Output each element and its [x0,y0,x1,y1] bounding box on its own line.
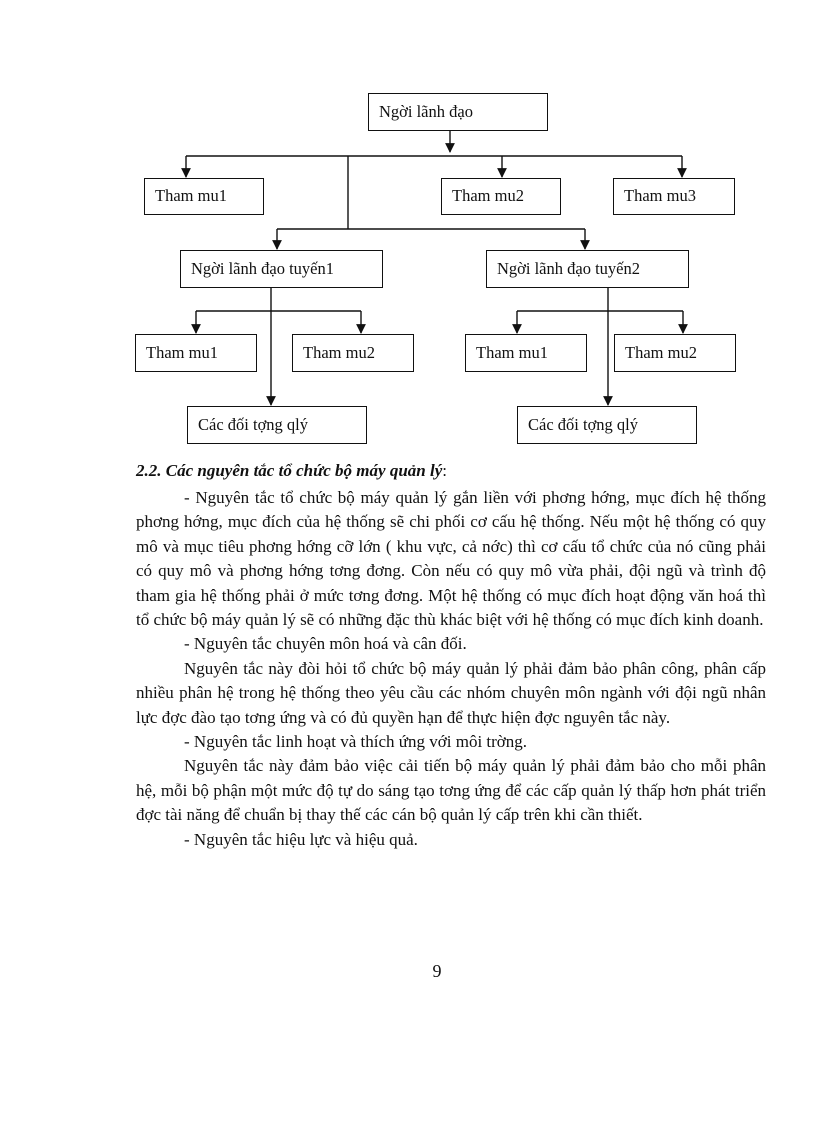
paragraph-principle-1: - Nguyên tắc tổ chức bộ máy quản lý gắn liền với phơng hớng, mục đích hệ thống phơng hớng, mục đích của hệ thống sẽ chi phối cơ cấu hệ thống. Nếu một hệ thống có quy mô và mục tiêu phơng hớng cỡ lớn ( khu vực, cả nớc) thì cơ cấu tổ chức của nó cũng phải có quy mô và phơng hớng tơng đơng. Còn nếu có quy mô vừa phải, đội ngũ và trình độ tham gia hệ thống phải ở mức tơng đơng. Một hệ thống có mục đích hoạt động văn hoá thì tổ chức bộ máy quản lý sẽ có những đặc thù khác biệt với hệ thống có mục đích kinh doanh. [136,488,766,630]
advisor-box-3: Tham mu3 [613,178,735,215]
line1-advisor-box-2: Tham mu2 [292,334,414,372]
line2-advisor-box-2: Tham mu2 [614,334,736,372]
paragraph-principle-4: - Nguyên tắc hiệu lực và hiệu quả. [184,829,418,849]
page-number: 9 [432,961,442,981]
paragraph-principle-2-detail: Nguyên tắc này đòi hỏi tổ chức bộ máy quản lý phải đảm bảo phân công, phân cấp nhiều phân hệ trong hệ thống theo yêu cầu các nhóm chuyên môn ngành với đội ngũ nhân lực đợc đào tạo tơng ứng và có đủ quyền hạn để thực hiện đợc nguyên tắc này. [136,658,766,727]
line2-advisor-box-1: Tham mu1 [465,334,587,372]
paragraph-principle-2: - Nguyên tắc chuyên môn hoá và cân đối. [184,634,467,654]
advisor-box-2: Tham mu2 [441,178,561,215]
leader-box: Ngời lãnh đạo [368,93,548,131]
line-leader-box-2: Ngời lãnh đạo tuyến2 [486,250,689,288]
section-title: 2.2. Các nguyên tắc tổ chức bộ máy quản lý: [136,461,447,480]
paragraph-principle-3-detail: Nguyên tắc này đảm bảo việc cải tiến bộ máy quản lý phải đảm bảo cho mỗi phân hệ, mỗi bộ phận một mức độ tự do sáng tạo tơng ứng để các cấp quản lý thấp hơn phát triển đợc tài năng để chuẩn bị thay thế các cán bộ quản lý cấp trên khi cần thiết. [136,756,766,825]
line1-subjects-box: Các đối tợng qlý [187,406,367,444]
line2-subjects-box: Các đối tợng qlý [517,406,697,444]
advisor-box-1: Tham mu1 [144,178,264,215]
section-body [136,486,766,852]
paragraph-principle-3: - Nguyên tắc linh hoạt và thích ứng với môi trờng. [184,732,528,752]
org-chart-connectors [0,0,816,460]
line-leader-box-1: Ngời lãnh đạo tuyến1 [180,250,383,288]
line1-advisor-box-1: Tham mu1 [135,334,257,372]
